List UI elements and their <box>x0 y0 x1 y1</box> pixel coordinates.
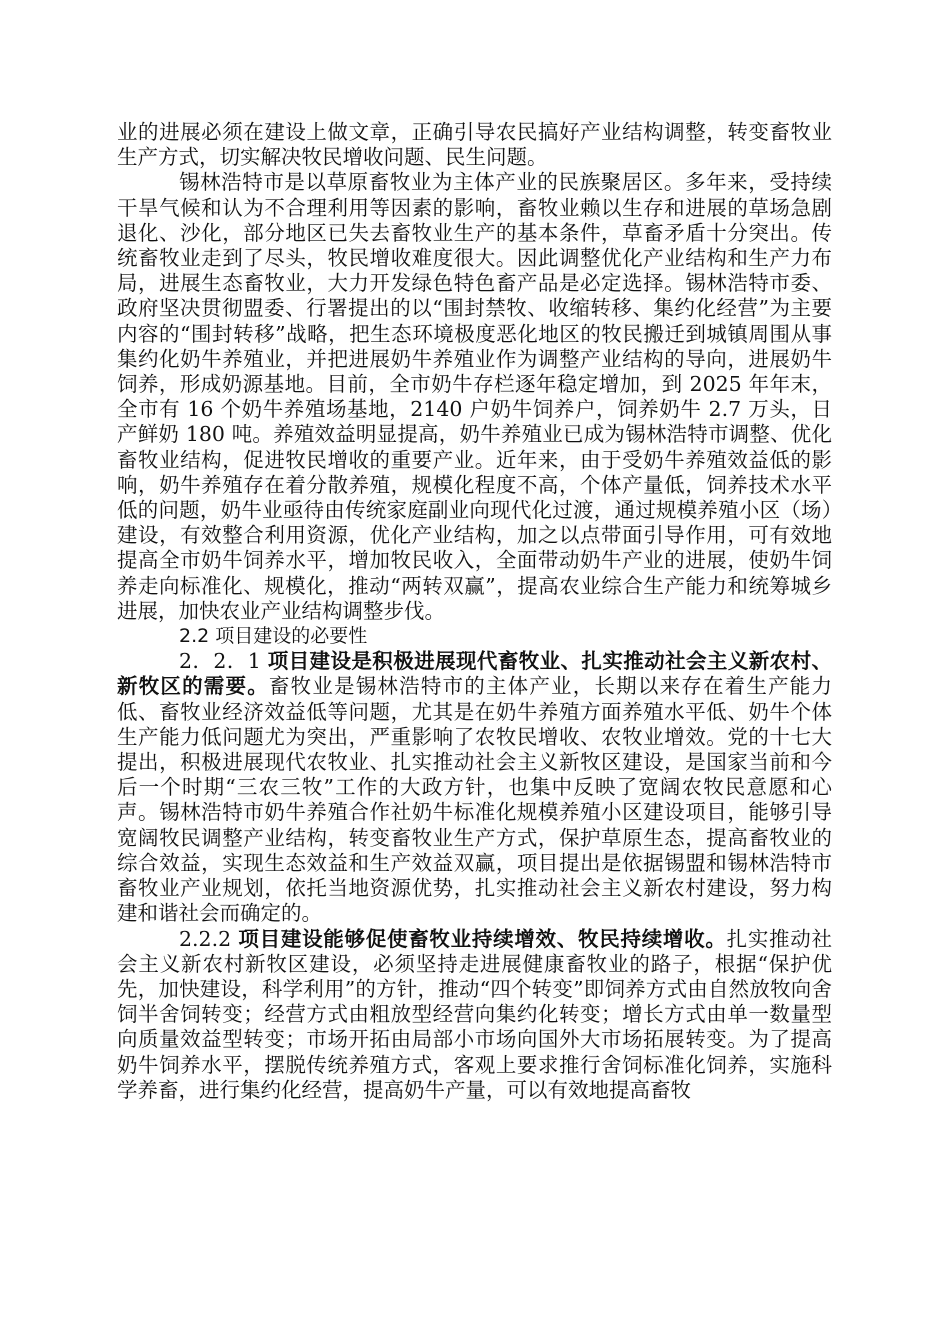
document-body <box>117 120 832 1103</box>
paragraph-xilinhot-dairy: 锡林浩特市是以草原畜牧业为主体产业的民族聚居区。多年来，受持续干旱气候和认为不合理利用等因素的影响，畜牧业赖以生存和进展的草场急剧退化、沙化，部分地区已失去畜牧业生产的基本条件，草畜矛盾十分突出。传统畜牧业走到了尽头，牧民增收难度很大。因此调整优化产业结构和生产力布局，进展生态畜牧业，大力开发绿色特色畜产品是必定选择。锡林浩特市委、政府坚决贯彻盟委、行署提出的以“围封禁牧、收缩转移、集约化经营”为主要内容的“围封转移”战略，把生态环境极度恶化地区的牧民搬迁到城镇周围从事集约化奶牛养殖业，并把进展奶牛养殖业作为调整产业结构的导向，进展奶牛饲养，形成奶源基地。目前，全市奶牛存栏逐年稳定增加，到 2025 年年末，全市有 16 个奶牛养殖场基地，2140 户奶牛饲养户，饲养奶牛 2.7 万头，日产鲜奶 180 吨。养殖效益明显提高，奶牛养殖业已成为锡林浩特市调整、优化畜牧业结构，促进牧民增收的重要产业。近年来，由于受奶牛养殖效益低的影响，奶牛养殖存在着分散养殖，规模化程度不高，个体产量低，饲养技术水平低的问题，奶牛业亟待由传统家庭副业向现代化过渡，通过规模养殖小区（场）建设，有效整合利用资源，优化产业结构，加之以点带面引导作用，可有效地提高全市奶牛饲养水平，增加牧民收入，全面带动奶牛产业的进展，使奶牛饲养走向标准化、规模化，推动“两转双赢”，提高农业综合生产能力和统筹城乡进展，加快农业产业结构调整步伐。 <box>117 170 832 623</box>
section-2-2-1-lead: 项目建设是积极进展现代畜牧业、扎实推动社会主义新农村、新牧区的需要。 <box>117 649 832 699</box>
section-number-2-2-1: 2．2．1 <box>179 649 268 674</box>
section-2-2-2-lead: 项目建设能够促使畜牧业持续增效、牧民持续增收。 <box>238 926 727 951</box>
section-2-2-2 <box>117 927 832 1103</box>
section-2-2-1-body: 畜牧业是锡林浩特市的主体产业，长期以来存在着生产能力低、畜牧业经济效益低等问题，尤其是在奶牛养殖方面养殖水平低、奶牛个体生产能力低问题尤为突出，严重影响了农牧民增收、农牧业增效。党的十七大提出，积极进展现代农牧业、扎实推动社会主义新牧区建设，是国家当前和今后一个时期“三农三牧”工作的大政方针，也集中反映了宽阔农牧民意愿和心声。锡林浩特市奶牛养殖合作社奶牛标准化规模养殖小区建设项目，能够引导宽阔牧民调整产业结构，转变畜牧业生产方式，保护草原生态，提高畜牧业的综合效益，实现生态效益和生产效益双赢，项目提出是依据锡盟和锡林浩特市畜牧业产业规划，依托当地资源优势，扎实推动社会主义新农村建设，努力构建和谐社会而确定的。 <box>117 674 832 926</box>
section-heading-2-2: 2.2 项目建设的必要性 <box>179 625 368 648</box>
paragraph-continuation: 业的进展必须在建设上做文章，正确引导农民搞好产业结构调整，转变畜牧业生产方式，切实解决牧民增收问题、民生问题。 <box>117 120 832 170</box>
section-2-2-1 <box>117 649 832 926</box>
section-2-2-2-body: 扎实推动社会主义新农村新牧区建设，必须坚持走进展健康畜牧业的路子，根据“保护优先，加快建设，科学利用”的方针，推动“四个转变”即饲养方式由自然放牧向舍饲半舍饲转变；经营方式由粗放型经营向集约化转变；增长方式由单一数量型向质量效益型转变；市场开拓由局部小市场向国外大市场拓展转变。为了提高奶牛饲养水平，摆脱传统养殖方式，客观上要求推行舍饲标准化饲养，实施科学养畜，进行集约化经营，提高奶牛产量，可以有效地提高畜牧 <box>117 926 832 1102</box>
section-number-2-2-2: 2.2.2 <box>179 926 239 951</box>
